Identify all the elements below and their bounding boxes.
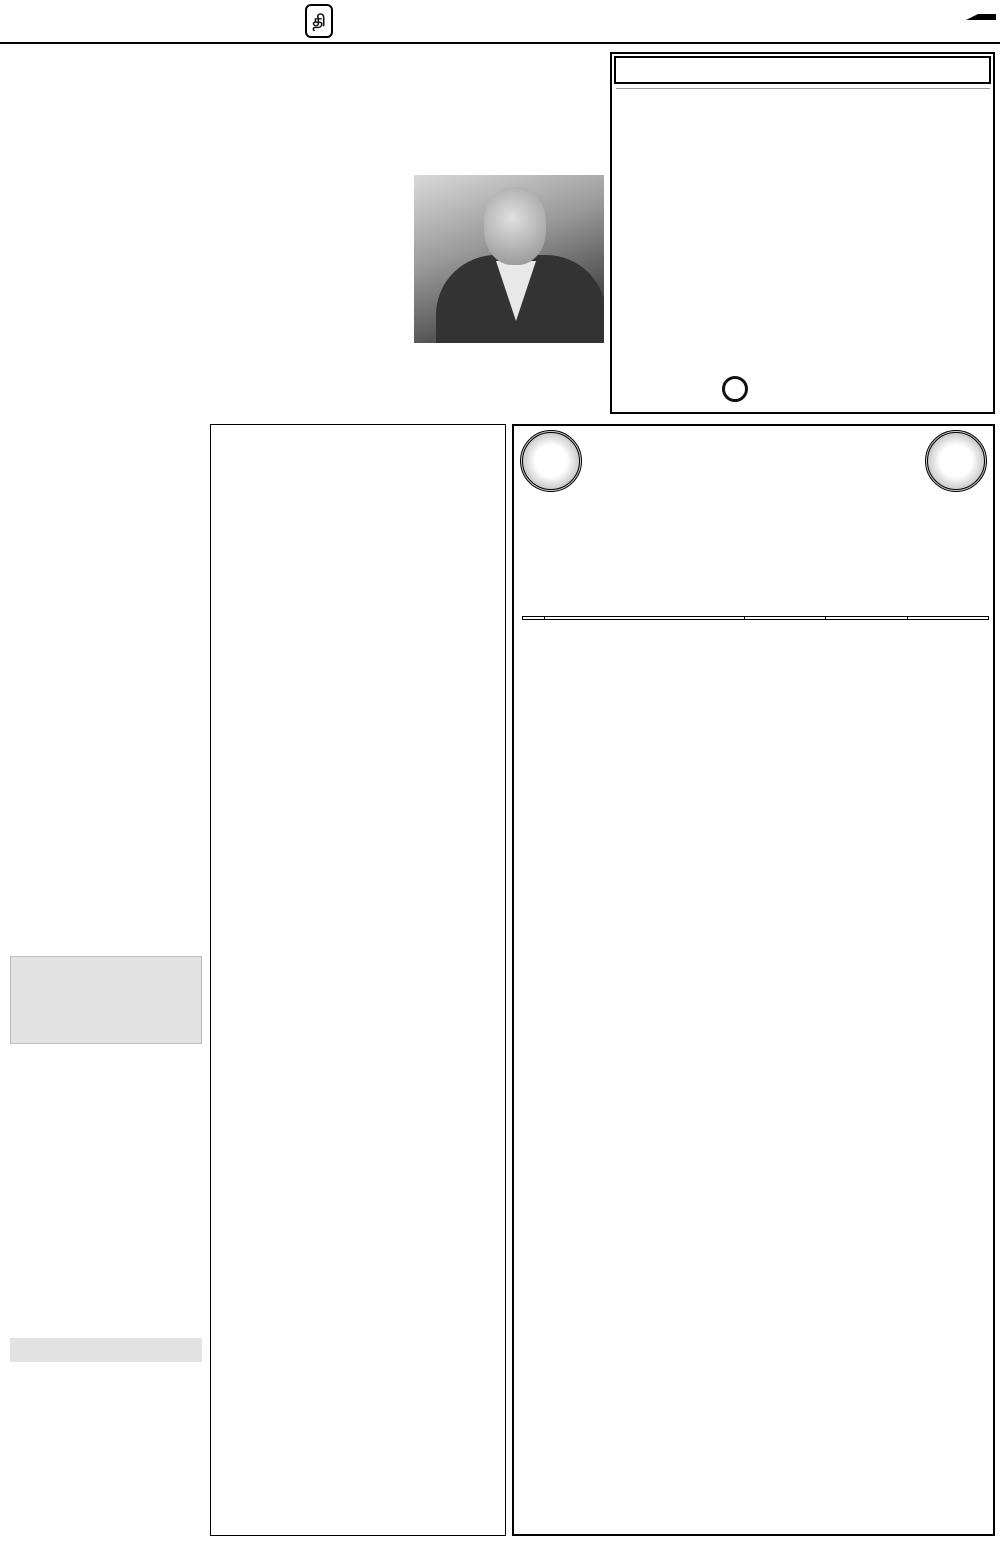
mannar-lease-table bbox=[522, 616, 989, 620]
lead-column-1 bbox=[8, 178, 204, 946]
ub-logo-icon bbox=[722, 376, 748, 402]
mannar-tender-notice bbox=[512, 424, 995, 1536]
nations-trust-notice bbox=[210, 424, 506, 1536]
section-label bbox=[966, 14, 996, 20]
ub-finance-logo bbox=[722, 372, 862, 408]
page-header bbox=[0, 0, 1000, 44]
newspaper-logo-icon: தி bbox=[305, 4, 333, 38]
mannar-seal-icon bbox=[520, 430, 582, 492]
mannar-table-header bbox=[523, 617, 989, 620]
side-story-headline bbox=[10, 956, 202, 1044]
vehicle-sale-ad bbox=[610, 52, 995, 414]
side-story-2-headline bbox=[10, 1338, 202, 1362]
nations-trust-auction bbox=[219, 1207, 499, 1267]
lead-column-2 bbox=[212, 178, 408, 416]
side-story-2-text bbox=[10, 1366, 202, 1536]
nations-trust-body bbox=[219, 481, 499, 1201]
side-story-text bbox=[10, 1050, 202, 1332]
vehicle-ad-title bbox=[614, 56, 991, 84]
sri-lanka-emblem-icon bbox=[925, 430, 987, 492]
vehicle-table-header bbox=[616, 88, 990, 89]
lead-column-3 bbox=[414, 346, 604, 418]
president-photo bbox=[414, 175, 604, 343]
vehicle-table bbox=[616, 88, 990, 89]
nations-trust-body-2 bbox=[219, 1271, 499, 1511]
